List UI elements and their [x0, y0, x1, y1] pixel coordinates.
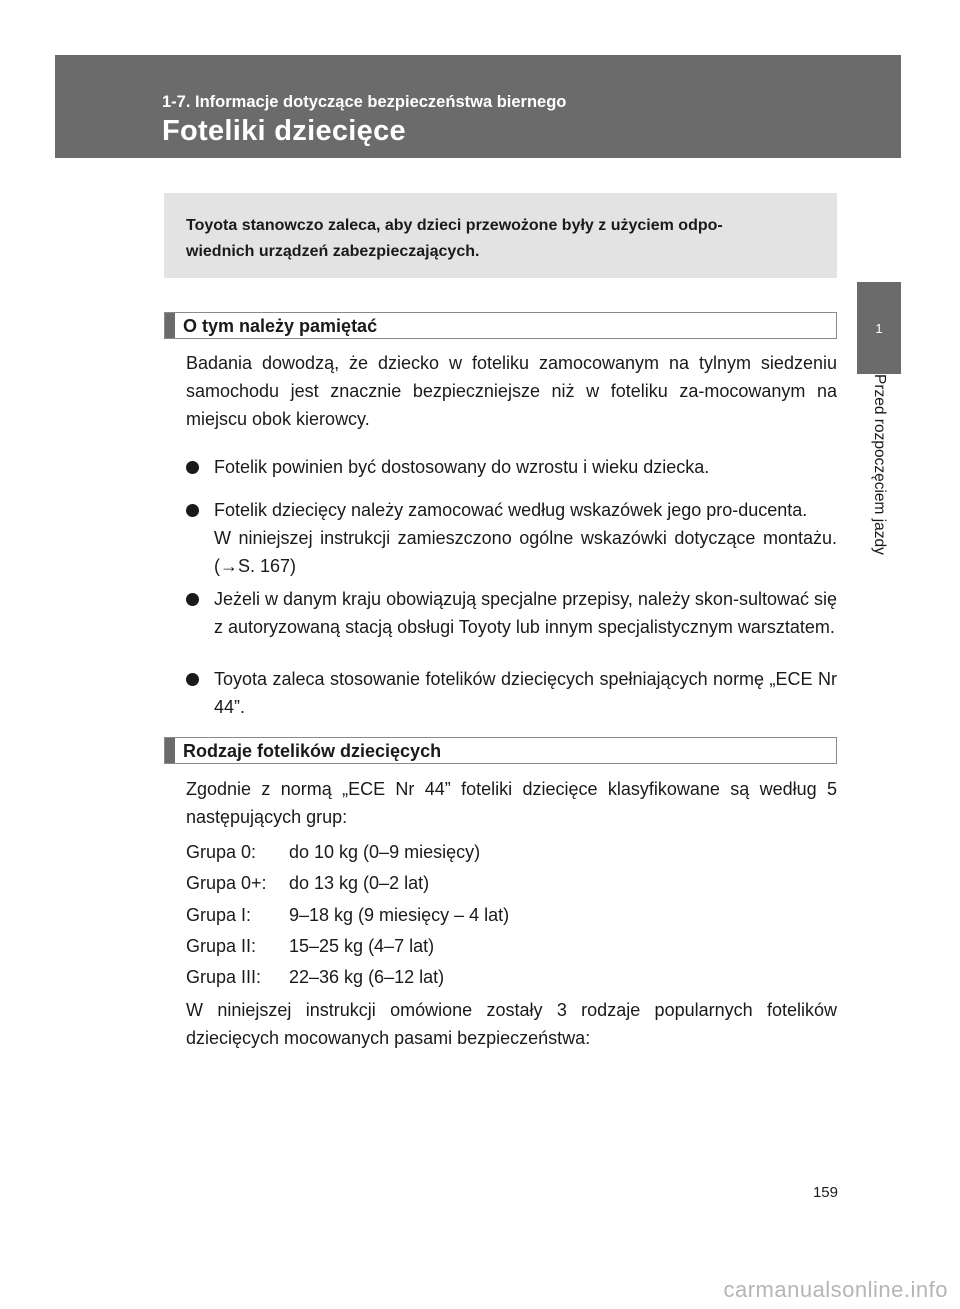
bullet-item	[186, 665, 837, 721]
bullet-item	[186, 496, 837, 580]
intro-box	[164, 193, 837, 278]
group-value: do 10 kg (0–9 miesięcy)	[289, 842, 481, 862]
heading-bar	[165, 738, 175, 763]
intro-line-2: wiednich urządzeń zabezpieczających.	[186, 243, 480, 260]
page-header	[55, 55, 901, 158]
heading-bar	[165, 313, 175, 338]
paragraph-research: Badania dowodzą, że dziecko w foteliku zamocowanym na tylnym siedzeniu samochodu jest znacznie bezpieczniejsze niż w foteliku za-mocowanym na miejscu obok kierowcy.	[186, 353, 837, 429]
group-row	[186, 838, 480, 866]
section-heading-types	[164, 737, 837, 764]
group-value: 9–18 kg (9 miesięcy – 4 lat)	[289, 905, 510, 925]
chapter-tab-label: Przed rozpoczęciem jazdy	[871, 374, 888, 555]
chapter-tab	[857, 374, 901, 624]
group-value: do 13 kg (0–2 lat)	[289, 873, 430, 893]
page-title: Foteliki dziecięce	[162, 115, 406, 147]
heading-label: Rodzaje fotelików dziecięcych	[183, 741, 442, 761]
bullet-text: Fotelik powinien być dostosowany do wzrostu i wieku dziecka.	[214, 457, 710, 477]
group-row	[186, 963, 444, 991]
watermark-logo: carmanualsonline.info	[723, 1277, 948, 1302]
group-name: Grupa 0:	[186, 842, 257, 862]
group-name: Grupa III:	[186, 967, 262, 987]
bullet-extra-text: W niniejszej instrukcji zamieszczono ogólne wskazówki dotyczące montażu. (→S. 167)	[214, 528, 837, 576]
paragraph-groups-intro: Zgodnie z normą „ECE Nr 44” foteliki dziecięce klasyfikowane są według 5 następujących grup:	[186, 779, 837, 827]
page-number: 159	[812, 1184, 838, 1201]
group-row	[186, 932, 434, 960]
group-name: Grupa II:	[186, 936, 257, 956]
heading-label: O tym należy pamiętać	[183, 316, 378, 336]
group-row	[186, 901, 509, 929]
section-heading-remember	[164, 312, 837, 339]
bullet-item	[186, 585, 837, 641]
bullet-dot-icon	[186, 504, 199, 517]
bullet-dot-icon	[186, 461, 199, 474]
group-name: Grupa 0+:	[186, 873, 267, 893]
paragraph-closing: W niniejszej instrukcji omówione zostały 3 rodzaje popularnych fotelików dziecięcych mocowanych pasami bezpieczeństwa:	[186, 1000, 837, 1048]
bullet-dot-icon	[186, 673, 199, 686]
bullet-text: Jeżeli w danym kraju obowiązują specjalne przepisy, należy skon-sultować się z autoryzowaną stacją obsługi Toyoty lub innym specjalistycznym warsztatem.	[214, 589, 837, 637]
group-value: 22–36 kg (6–12 lat)	[289, 967, 445, 987]
section-title: 1-7. Informacje dotyczące bezpieczeństwa biernego	[162, 93, 567, 111]
group-value: 15–25 kg (4–7 lat)	[289, 936, 435, 956]
group-name: Grupa I:	[186, 905, 252, 925]
bullet-text: Toyota zaleca stosowanie fotelików dziecięcych spełniających normę „ECE Nr 44”.	[214, 669, 837, 717]
group-row	[186, 869, 429, 897]
intro-line-1: Toyota stanowczo zaleca, aby dzieci przewożone były z użyciem odpo-	[186, 217, 723, 234]
bullet-text: Fotelik dziecięcy należy zamocować według wskazówek jego pro-ducenta.	[214, 500, 808, 520]
bullet-dot-icon	[186, 593, 199, 606]
bullet-item	[186, 453, 837, 481]
chapter-tab-number: 1	[857, 282, 901, 374]
